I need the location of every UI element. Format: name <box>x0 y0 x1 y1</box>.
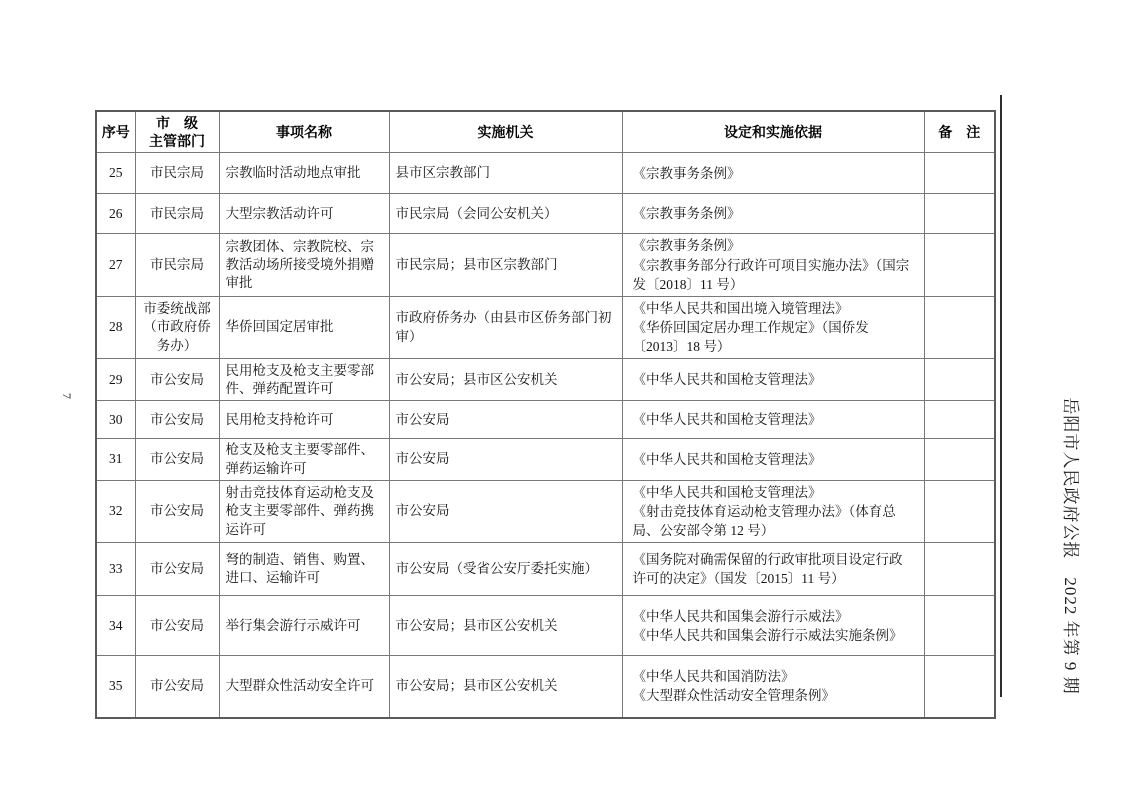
cell-seq: 34 <box>96 596 135 656</box>
cell-item: 射击竞技体育运动枪支及枪支主要零部件、弹药携运许可 <box>219 480 389 542</box>
cell-item: 民用枪支持枪许可 <box>219 401 389 439</box>
cell-item: 民用枪支及枪支主要零部件、弹药配置许可 <box>219 359 389 401</box>
cell-remark <box>924 656 995 718</box>
basis-item: 《中华人民共和国出境入境管理法》 <box>632 300 849 316</box>
cell-dept: 市民宗局 <box>135 234 219 296</box>
table-body <box>96 153 995 718</box>
cell-item: 宗教团体、宗教院校、宗教活动场所接受境外捐赠审批 <box>219 234 389 296</box>
cell-remark <box>924 543 995 596</box>
table-row <box>96 359 995 401</box>
cell-basis <box>622 543 924 596</box>
cell-seq: 26 <box>96 194 135 234</box>
cell-dept: 市公安局 <box>135 596 219 656</box>
cell-dept: 市民宗局 <box>135 194 219 234</box>
header-dept-line1: 市 级 <box>156 115 198 131</box>
side-rule <box>1000 95 1002 697</box>
cell-remark <box>924 439 995 480</box>
cell-agency: 市民宗局（会同公安机关） <box>389 194 622 234</box>
basis-item: 《国务院对确需保留的行政审批项目设定行政许可的决定》（国发〔2015〕11 号） <box>632 552 903 587</box>
cell-item: 大型宗教活动许可 <box>219 194 389 234</box>
cell-item: 举行集会游行示威许可 <box>219 596 389 656</box>
cell-basis <box>622 596 924 656</box>
cell-remark <box>924 153 995 194</box>
basis-item: 《中华人民共和国消防法》 <box>632 669 795 685</box>
cell-agency: 市公安局 <box>389 480 622 542</box>
cell-agency: 县市区宗教部门 <box>389 153 622 194</box>
page-number: 7 <box>60 393 74 399</box>
cell-agency: 市政府侨务办（由县市区侨务部门初审） <box>389 296 622 358</box>
table-row <box>96 194 995 234</box>
cell-dept: 市公安局 <box>135 439 219 480</box>
cell-dept: 市委统战部（市政府侨务办） <box>135 296 219 358</box>
cell-item: 大型群众性活动安全许可 <box>219 656 389 718</box>
table-row <box>96 543 995 596</box>
cell-seq: 32 <box>96 480 135 542</box>
table-header-row <box>96 111 995 153</box>
cell-agency: 市公安局（受省公安厅委托实施） <box>389 543 622 596</box>
cell-remark <box>924 359 995 401</box>
cell-basis <box>622 401 924 439</box>
cell-item: 宗教临时活动地点审批 <box>219 153 389 194</box>
cell-remark <box>924 401 995 439</box>
cell-remark <box>924 480 995 542</box>
basis-item: 《宗教事务部分行政许可项目实施办法》（国宗发〔2018〕11 号） <box>632 257 910 292</box>
basis-item: 《华侨回国定居办理工作规定》（国侨发〔2013〕18 号） <box>632 320 869 355</box>
table-header <box>96 111 995 153</box>
basis-item: 《大型群众性活动安全管理条例》 <box>632 688 835 704</box>
cell-item: 华侨回国定居审批 <box>219 296 389 358</box>
cell-basis <box>622 656 924 718</box>
table-row <box>96 596 995 656</box>
basis-item: 《中华人民共和国枪支管理法》 <box>632 484 822 500</box>
cell-basis <box>622 439 924 480</box>
cell-seq: 25 <box>96 153 135 194</box>
cell-agency: 市公安局 <box>389 439 622 480</box>
cell-dept: 市民宗局 <box>135 153 219 194</box>
basis-item: 《中华人民共和国枪支管理法》 <box>632 372 822 388</box>
cell-basis <box>622 480 924 542</box>
header-seq: 序号 <box>96 111 135 153</box>
header-dept <box>135 111 219 153</box>
cell-seq: 35 <box>96 656 135 718</box>
cell-dept: 市公安局 <box>135 359 219 401</box>
basis-item: 《中华人民共和国集会游行示威法》 <box>632 608 849 624</box>
cell-agency: 市公安局；县市区公安机关 <box>389 359 622 401</box>
cell-basis <box>622 194 924 234</box>
cell-basis <box>622 234 924 296</box>
cell-remark <box>924 596 995 656</box>
table-row <box>96 656 995 718</box>
basis-item: 《宗教事务条例》 <box>632 206 741 222</box>
cell-agency: 市公安局；县市区公安机关 <box>389 656 622 718</box>
basis-item: 《中华人民共和国集会游行示威法实施条例》 <box>632 627 903 643</box>
table-row <box>96 234 995 296</box>
cell-dept: 市公安局 <box>135 543 219 596</box>
header-remark: 备 注 <box>924 111 995 153</box>
cell-basis <box>622 296 924 358</box>
cell-agency: 市民宗局；县市区宗教部门 <box>389 234 622 296</box>
header-dept-line2: 主管部门 <box>149 133 205 150</box>
cell-remark <box>924 234 995 296</box>
cell-dept: 市公安局 <box>135 480 219 542</box>
cell-seq: 30 <box>96 401 135 439</box>
gazette-side-caption: 岳阳市人民政府公报 2022 年第 9 期 <box>1061 397 1080 695</box>
basis-item: 《中华人民共和国枪支管理法》 <box>632 412 822 428</box>
cell-basis <box>622 359 924 401</box>
header-agency: 实施机关 <box>389 111 622 153</box>
table-row <box>96 480 995 542</box>
table-row <box>96 401 995 439</box>
cell-seq: 33 <box>96 543 135 596</box>
basis-item: 《中华人民共和国枪支管理法》 <box>632 451 822 467</box>
cell-seq: 31 <box>96 439 135 480</box>
cell-seq: 27 <box>96 234 135 296</box>
basis-item: 《射击竞技体育运动枪支管理办法》（体育总局、公安部令第 12 号） <box>632 503 896 539</box>
cell-basis <box>622 153 924 194</box>
basis-item: 《宗教事务条例》 <box>632 165 741 181</box>
cell-item: 枪支及枪支主要零部件、弹药运输许可 <box>219 439 389 480</box>
table-row <box>96 439 995 480</box>
cell-remark <box>924 194 995 234</box>
cell-item: 弩的制造、销售、购置、进口、运输许可 <box>219 543 389 596</box>
basis-item: 《宗教事务条例》 <box>632 238 741 254</box>
approval-table <box>95 110 996 719</box>
cell-dept: 市公安局 <box>135 401 219 439</box>
header-item: 事项名称 <box>219 111 389 153</box>
cell-agency: 市公安局 <box>389 401 622 439</box>
table-row <box>96 153 995 194</box>
cell-dept: 市公安局 <box>135 656 219 718</box>
cell-seq: 29 <box>96 359 135 401</box>
cell-remark <box>924 296 995 358</box>
cell-agency: 市公安局；县市区公安机关 <box>389 596 622 656</box>
table-row <box>96 296 995 358</box>
header-basis: 设定和实施依据 <box>622 111 924 153</box>
cell-seq: 28 <box>96 296 135 358</box>
